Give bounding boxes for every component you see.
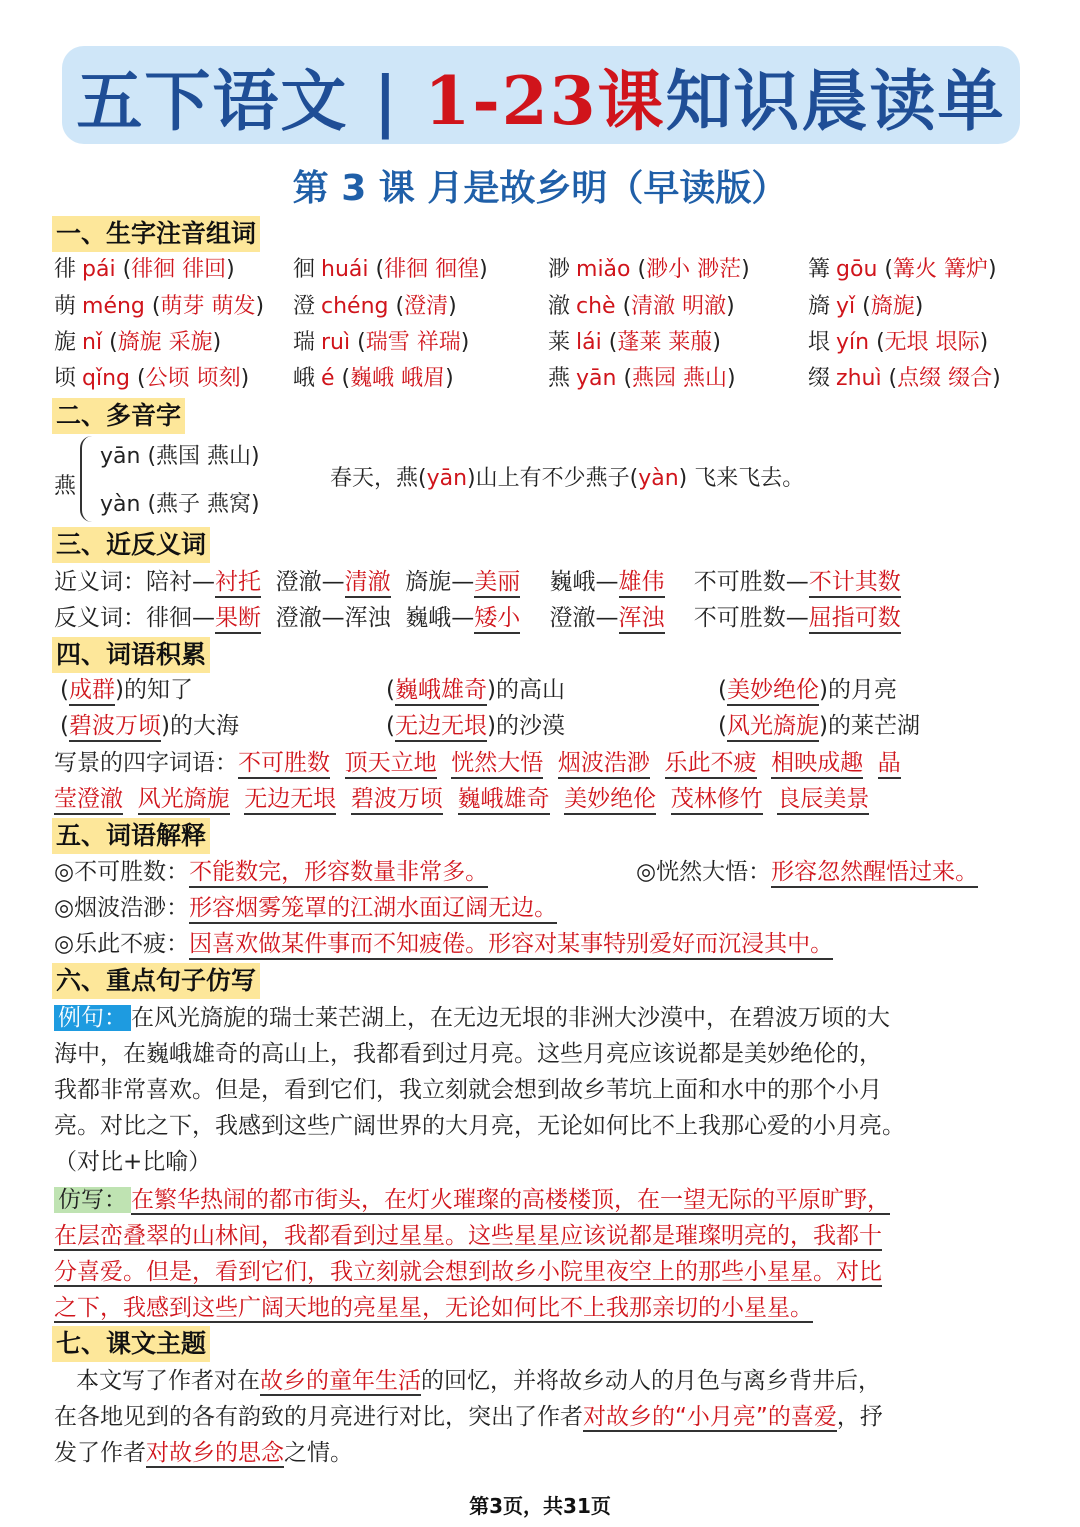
char-entry: 篝 gōu (篝火 篝炉) — [808, 257, 997, 282]
explain-item: ◎烟波浩渺：形容烟雾笼罩的江湖水面辽阔无边。 — [54, 891, 557, 925]
section-heading-3: 三、近反义词 — [52, 527, 210, 563]
polyphone-reading-2: yàn (燕子 燕窝) — [100, 492, 260, 517]
title-part-1: 五下语文 | — [76, 61, 425, 140]
accum-item: (碧波万顷)的大海 — [60, 709, 239, 743]
title-part-3: 知识晨读单 — [665, 61, 1006, 140]
char-entry: 莱 lái (蓬莱 莱菔) — [548, 330, 721, 355]
section-heading-1: 一、生字注音组词 — [52, 216, 260, 252]
char-entry: 瑞 ruì (瑞雪 祥瑞) — [293, 330, 470, 355]
title-banner — [62, 46, 1020, 144]
imitation-tag: 仿写： — [54, 1187, 131, 1213]
brace-shape — [80, 436, 96, 522]
char-entry: 峨 é (巍峨 峨眉) — [293, 366, 454, 391]
char-entry: 顷 qǐng (公顷 顷刻) — [54, 366, 250, 391]
section-heading-7: 七、课文主题 — [52, 1326, 210, 1362]
title-part-2: 1-23课 — [424, 61, 666, 140]
char-entry: 徘 pái (徘徊 徘回) — [54, 257, 235, 282]
accum-item: (美妙绝伦)的月亮 — [718, 673, 897, 707]
four-char-line-1: 写景的四字词语：不可胜数 顶天立地 恍然大悟 烟波浩渺 乐此不疲 相映成趣 晶 — [54, 746, 901, 780]
char-entry: 旖 yǐ (旖旎) — [808, 294, 924, 319]
section-heading-4: 四、词语积累 — [52, 637, 210, 673]
lesson-subtitle: 第 3 课 月是故乡明（早读版） — [292, 168, 788, 209]
char-entry: 缀 zhuì (点缀 缀合) — [808, 366, 1001, 391]
page-title — [76, 48, 1005, 143]
char-entry: 徊 huái (徘徊 徊徨) — [293, 257, 488, 282]
synonym-line: 近义词：陪衬—衬托 澄澈—清澈 旖旎—美丽 巍峨—雄伟 不可胜数—不计其数 — [54, 565, 901, 599]
accum-item: (无边无垠)的沙漠 — [386, 709, 565, 743]
char-entry: 渺 miǎo (渺小 渺茫) — [548, 257, 750, 282]
char-row-3 — [0, 326, 1080, 360]
section-heading-5: 五、词语解释 — [52, 818, 210, 854]
imitation-paragraph: 仿写： 在繁华热闹的都市街头，在灯火璀璨的高楼楼顶，在一望无际的平原旷野， 在层峦叠翠的山林间，我都看到过星星。这些星星应该说都是璀璨明亮的，我都十 分喜爱。但是，看到它们，我立刻就会想到故乡小院里夜空上的那些小星星。对比 之下，我感到这些广阔天地的亮星星，无论如何比不上我那亲切的小星星。 — [54, 1187, 890, 1321]
char-entry: 旎 nǐ (旖旎 采旎) — [54, 330, 222, 355]
char-entry: 澄 chéng (澄清) — [293, 294, 457, 319]
section-heading-2: 二、多音字 — [52, 398, 185, 434]
char-row-1 — [0, 253, 1080, 287]
explain-item: ◎不可胜数：不能数完，形容数量非常多。 — [54, 855, 488, 889]
char-entry: 萌 méng (萌芽 萌发) — [54, 294, 265, 319]
char-row-2 — [0, 290, 1080, 324]
explain-item: ◎恍然大悟：形容忽然醒悟过来。 — [636, 855, 978, 889]
explain-item: ◎乐此不疲：因喜欢做某件事而不知疲倦。形容对某事特别爱好而沉浸其中。 — [54, 927, 833, 961]
char-entry: 垠 yín (无垠 垠际) — [808, 330, 989, 355]
page-number: 第3页，共31页 — [469, 1494, 611, 1518]
polyphone-sentence: 春天，燕(yān)山上有不少燕子(yàn) 飞来飞去。 — [330, 466, 805, 491]
polyphone-reading-1: yān (燕国 燕山) — [100, 444, 260, 469]
example-paragraph: 例句： 在风光旖旎的瑞士莱芒湖上，在无边无垠的非洲大沙漠中，在碧波万顷的大 海中，在巍峨雄奇的高山上，我都看到过月亮。这些月亮应该说都是美妙绝伦的， 我都非常喜欢。但是，看到它们，我立刻就会想到故乡苇坑上面和水中的那个小月 亮。对比之下，我感到这些广阔世界的大月亮，无论如何比不上我那心爱的小月亮。 （对比+比喻） — [54, 1005, 905, 1175]
example-tag: 例句： — [54, 1005, 131, 1031]
accum-item: (成群)的知了 — [60, 673, 193, 707]
char-entry: 燕 yān (燕园 燕山) — [548, 366, 736, 391]
char-row-4 — [0, 362, 1080, 396]
char-entry: 澈 chè (清澈 明澈) — [548, 294, 735, 319]
theme-paragraph: 本文写了作者对在故乡的童年生活的回忆，并将故乡动人的月色与离乡背井后， 在各地见到的各有韵致的月亮进行对比，突出了作者对故乡的“小月亮”的喜爱，抒 发了作者对故乡的思念之情。 — [54, 1368, 883, 1466]
antonym-line: 反义词：徘徊—果断 澄澈—浑浊 巍峨—矮小 澄澈—浑浊 不可胜数—屈指可数 — [54, 601, 901, 635]
section-heading-6: 六、重点句子仿写 — [52, 963, 260, 999]
accum-item: (风光旖旎)的莱芒湖 — [718, 709, 920, 743]
accum-item: (巍峨雄奇)的高山 — [386, 673, 565, 707]
polyphone-char: 燕 — [54, 474, 77, 499]
four-char-line-2: 莹澄澈 风光旖旎 无边无垠 碧波万顷 巍峨雄奇 美妙绝伦 茂林修竹 良辰美景 — [54, 782, 869, 816]
